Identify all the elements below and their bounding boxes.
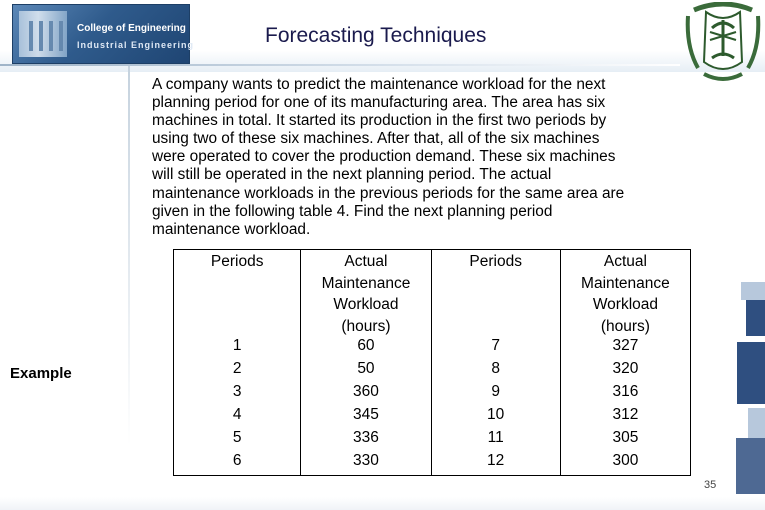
period-cell: 10 xyxy=(431,406,560,429)
period-cell: 2 xyxy=(174,360,301,383)
workload-cell: 320 xyxy=(612,360,639,378)
period-cell: 4 xyxy=(174,406,301,429)
table-row xyxy=(174,360,691,383)
header-divider xyxy=(0,64,680,66)
header-line: Actual xyxy=(344,253,388,270)
period-cell: 6 xyxy=(174,452,301,476)
header-line: Actual xyxy=(603,253,647,270)
right-decor-bar xyxy=(746,300,765,336)
header-line: (hours) xyxy=(341,317,391,335)
workload-cell: 330 xyxy=(301,452,431,476)
column-header-periods: Periods xyxy=(431,250,560,338)
problem-line: planning period for one of its manufacturing area. The area has six xyxy=(152,94,606,112)
problem-line: were operated to cover the production demand. These six machines xyxy=(152,148,616,166)
example-label: Example xyxy=(10,365,72,382)
right-decor-bar xyxy=(741,282,765,300)
problem-statement xyxy=(152,76,712,239)
period-cell: 12 xyxy=(431,452,560,476)
workload-table xyxy=(173,249,691,476)
slide-footer xyxy=(0,497,765,510)
problem-line: A company wants to predict the maintenance workload for the next xyxy=(152,76,606,93)
right-decor-bar xyxy=(737,342,765,404)
header-line: (hours) xyxy=(600,317,650,335)
logo-college-text: College of Engineering xyxy=(77,23,186,34)
workload-cell: 360 xyxy=(301,383,431,406)
right-decor-bar xyxy=(748,408,765,438)
period-cell: 1 xyxy=(174,337,301,360)
column-header-workload xyxy=(560,250,690,338)
table-row xyxy=(174,429,691,452)
period-cell: 3 xyxy=(174,383,301,406)
workload-cell: 300 xyxy=(612,452,639,470)
period-cell: 7 xyxy=(431,337,560,360)
table-row xyxy=(174,337,691,360)
column-header-workload xyxy=(301,250,431,338)
problem-line: machines in total. It started its production in the first two periods by xyxy=(152,112,607,130)
period-cell: 8 xyxy=(431,360,560,383)
logo-department-text: Industrial Engineering xyxy=(77,40,195,50)
header-line: Workload xyxy=(592,296,659,314)
workload-cell: 312 xyxy=(612,406,639,424)
header-line: Maintenance xyxy=(321,274,411,292)
workload-cell: 345 xyxy=(301,406,431,429)
workload-cell: 327 xyxy=(612,337,639,355)
page-number: 35 xyxy=(704,479,717,491)
left-decor-line xyxy=(128,66,130,446)
workload-cell: 60 xyxy=(301,337,431,360)
workload-cell: 305 xyxy=(612,429,639,447)
problem-line: given in the following table 4. Find the next planning period xyxy=(152,202,553,220)
problem-line: using two of these six machines. After that, all of the six machines xyxy=(152,130,600,148)
workload-cell: 336 xyxy=(301,429,431,452)
university-seal-icon xyxy=(684,2,762,82)
column-header-periods: Periods xyxy=(174,250,301,338)
period-cell: 5 xyxy=(174,429,301,452)
workload-cell: 316 xyxy=(612,383,639,401)
table-row xyxy=(174,452,691,476)
period-cell: 11 xyxy=(431,429,560,452)
building-icon xyxy=(19,11,67,57)
table-row xyxy=(174,406,691,429)
table-row xyxy=(174,383,691,406)
header-line: Maintenance xyxy=(581,274,670,292)
workload-cell: 50 xyxy=(301,360,431,383)
page-title: Forecasting Techniques xyxy=(265,24,487,47)
problem-line: will still be operated in the next planning period. The actual xyxy=(152,166,552,184)
right-decor-bar xyxy=(736,438,765,494)
header-line: Workload xyxy=(333,296,399,314)
problem-line: maintenance workload. xyxy=(152,220,311,238)
period-cell: 9 xyxy=(431,383,560,406)
table-header-row xyxy=(174,250,691,338)
college-logo xyxy=(12,4,195,64)
problem-line: maintenance workloads in the previous periods for the same area are xyxy=(152,184,625,202)
